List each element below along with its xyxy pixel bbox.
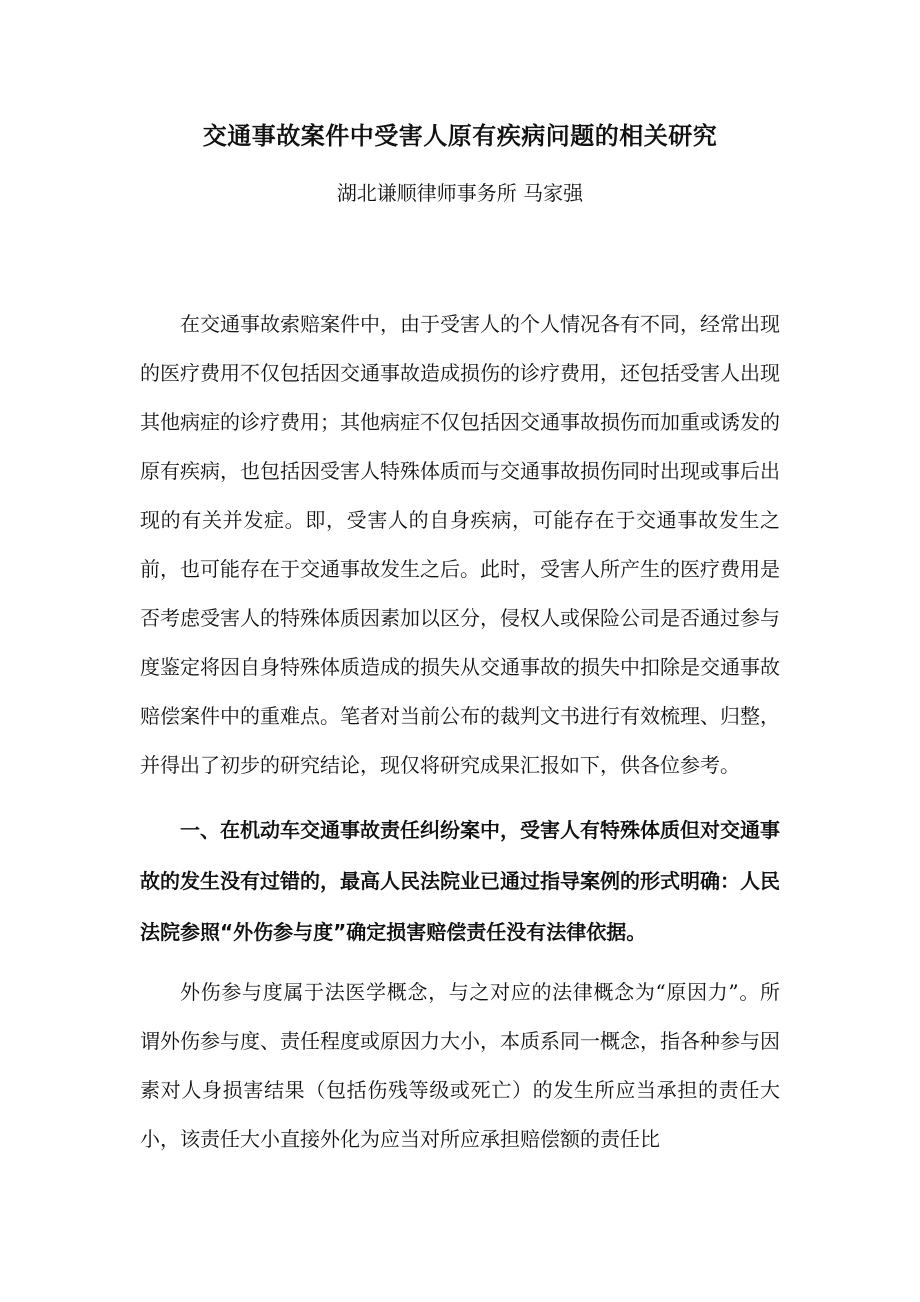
body-paragraph-1: 外伤参与度属于法医学概念，与之对应的法律概念为“原因力”。所谓外伤参与度、责任程度或原因力大小，本质系同一概念，指各种参与因素对人身损害结果（包括伤残等级或死亡）的发生所应当承担的责任大小，该责任大小直接外化为应当对所应承担赔偿额的责任比 <box>140 980 780 1151</box>
section-heading-1: 一、在机动车交通事故责任纠纷案中，受害人有特殊体质但对交通事故的发生没有过错的，最高人民法院业已通过指导案例的形式明确：人民法院参照“外伤参与度”确定损害赔偿责任没有法律依据。 <box>140 818 780 944</box>
intro-paragraph: 在交通事故索赔案件中，由于受害人的个人情况各有不同，经常出现的医疗费用不仅包括因交通事故造成损伤的诊疗费用，还包括受害人出现其他病症的诊疗费用；其他病症不仅包括因交通事故损伤而加重或诱发的原有疾病，也包括因受害人特殊体质而与交通事故损伤同时出现或事后出现的有关并发症。即，受害人的自身疾病，可能存在于交通事故发生之前，也可能存在于交通事故发生之后。此时，受害人所产生的医疗费用是否考虑受害人的特殊体质因素加以区分，侵权人或保险公司是否通过参与度鉴定将因自身特殊体质造成的损失从交通事故的损失中扣除是交通事故赔偿案件中的重难点。笔者对当前公布的裁判文书进行有效梳理、归整，并得出了初步的研究结论，现仅将研究成果汇报如下，供各位参考。 <box>140 312 780 777</box>
document-title: 交通事故案件中受害人原有疾病问题的相关研究 <box>202 122 718 150</box>
author-line: 湖北谦顺律师事务所 马家强 <box>336 181 584 205</box>
